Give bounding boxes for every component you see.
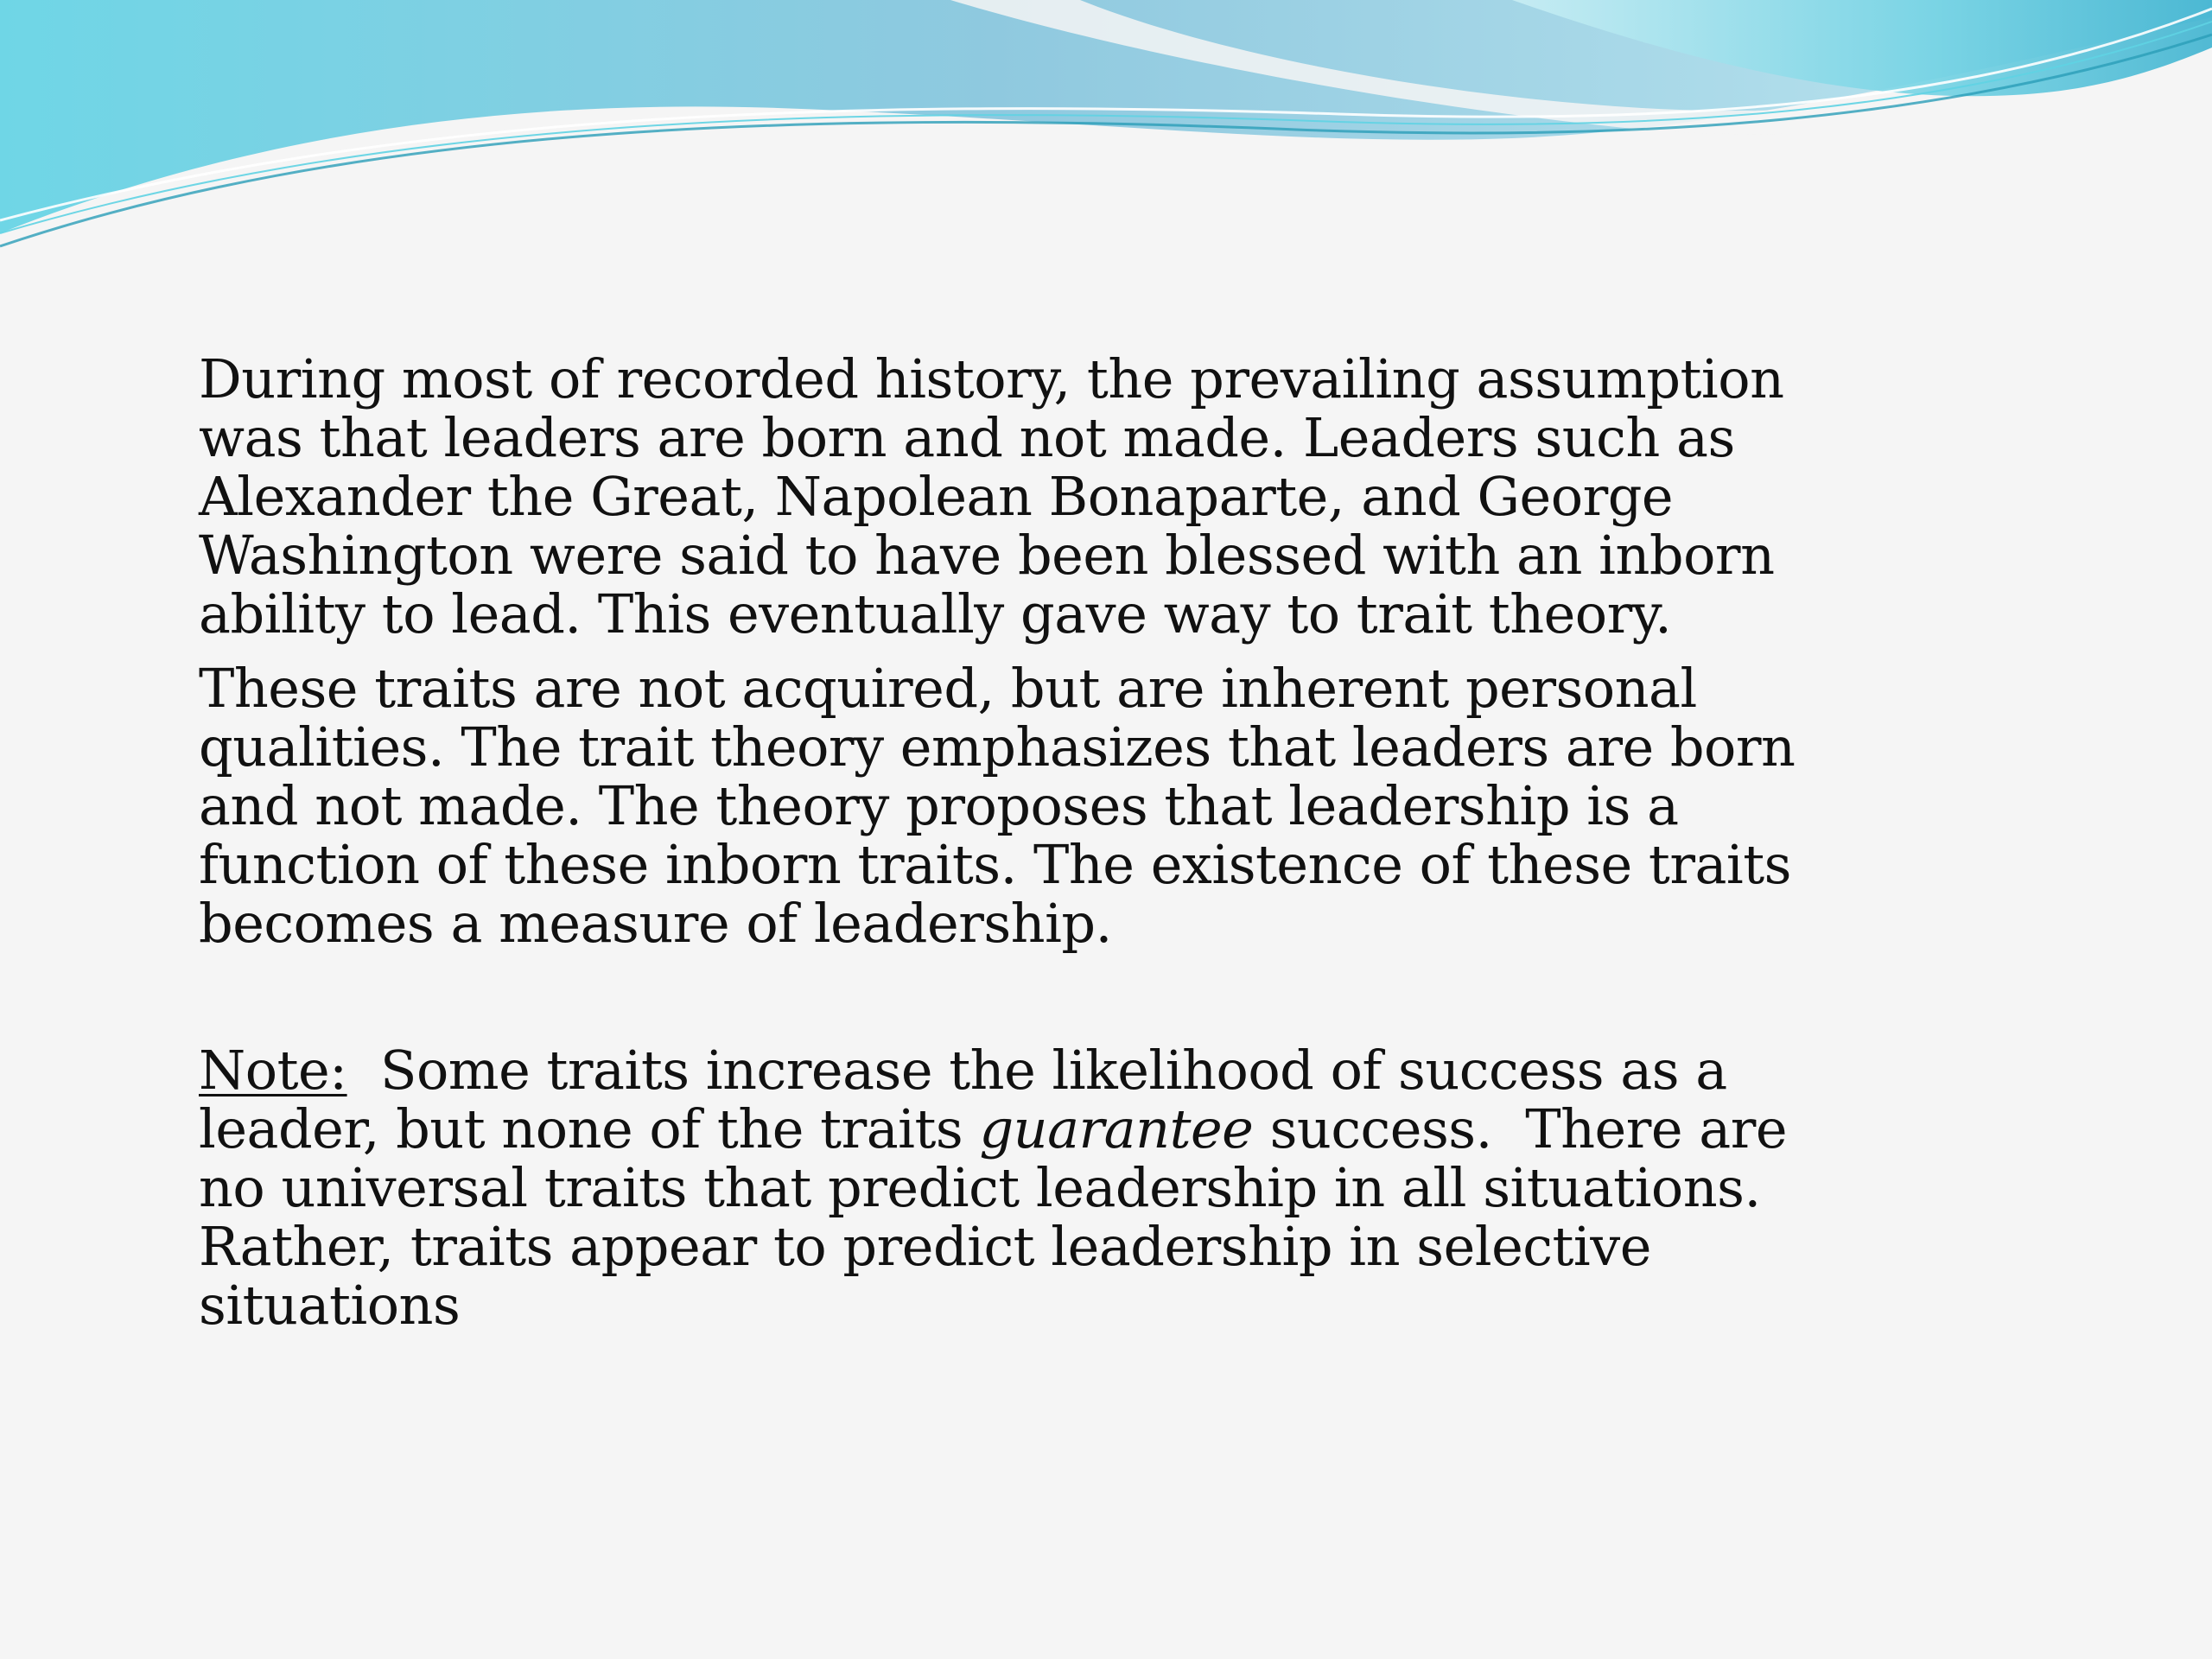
paragraph-trait-theory: These traits are not acquired, but are inherent personal qualities. The trait theory emphasizes that leaders are born and not made. The theory proposes that leadership is a function of these inborn traits. The existence of these traits becomes a measure of leadership. <box>199 657 1796 955</box>
wave-header-decoration <box>0 0 2212 259</box>
note-text-before: Some traits increase the likelihood of success as a leader, but none of the traits <box>199 1039 1744 1160</box>
note-text-after: success. There are no universal traits that predict leadership in all situations. Rather, traits appear to predict leadership in selective situations <box>199 1097 1804 1337</box>
paragraph-note <box>199 1039 1804 1337</box>
body-text <box>199 347 1804 1337</box>
paragraph-history: During most of recorded history, the prevailing assumption was that leaders are born and not made. Leaders such as Alexander the Great, Napolean Bonaparte, and George Washington were said to have been blessed with an inborn ability to lead. This eventually gave way to trait theory. <box>199 347 1784 645</box>
note-label: Note: <box>199 1039 347 1102</box>
note-emphasis: guarantee <box>979 1097 1254 1160</box>
